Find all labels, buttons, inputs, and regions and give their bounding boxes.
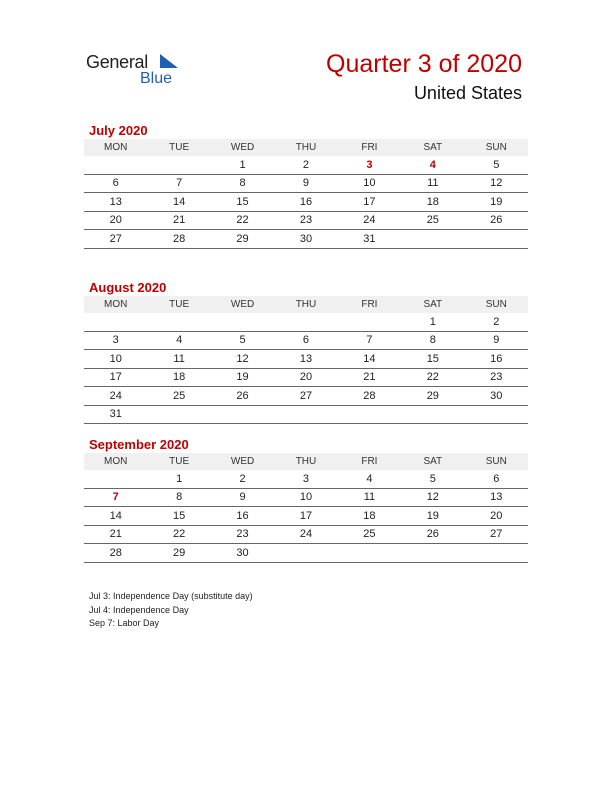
weekday-label: THU: [274, 139, 337, 156]
date-cell: 31: [338, 230, 401, 249]
date-cell: 2: [211, 470, 274, 488]
date-cell: 16: [465, 350, 528, 369]
date-cell: 24: [274, 525, 337, 544]
date-cell: [84, 470, 147, 488]
date-cell: 10: [274, 488, 337, 507]
holiday-date-cell: 4: [401, 156, 464, 174]
date-cell: [84, 156, 147, 174]
month-calendar-table: [84, 139, 528, 249]
date-cell: 2: [465, 313, 528, 331]
week-row: [84, 156, 528, 174]
holiday-note: Jul 3: Independence Day (substitute day): [89, 591, 253, 601]
date-cell: 11: [401, 174, 464, 193]
date-cell: 13: [465, 488, 528, 507]
holiday-date-cell: 7: [84, 488, 147, 507]
week-row: [84, 488, 528, 507]
date-cell: 27: [274, 387, 337, 406]
date-cell: 30: [211, 544, 274, 563]
date-cell: 22: [401, 368, 464, 387]
date-cell: 27: [465, 525, 528, 544]
date-cell: 28: [147, 230, 210, 249]
date-cell: 28: [84, 544, 147, 563]
date-cell: 23: [465, 368, 528, 387]
date-cell: 28: [338, 387, 401, 406]
date-cell: [274, 313, 337, 331]
date-cell: 25: [401, 211, 464, 230]
month-calendar-table: [84, 296, 528, 424]
date-cell: 7: [147, 174, 210, 193]
date-cell: 5: [401, 470, 464, 488]
week-row: [84, 544, 528, 563]
date-cell: 21: [84, 525, 147, 544]
date-cell: 30: [274, 230, 337, 249]
date-cell: [274, 405, 337, 424]
weekday-label: WED: [211, 453, 274, 470]
date-cell: 16: [274, 193, 337, 212]
weekday-label: THU: [274, 453, 337, 470]
weekday-label: WED: [211, 296, 274, 313]
holiday-note: Jul 4: Independence Day: [89, 604, 189, 615]
week-row: [84, 331, 528, 350]
date-cell: 1: [147, 470, 210, 488]
weekday-header-row: [84, 139, 528, 156]
date-cell: 10: [338, 174, 401, 193]
date-cell: [465, 544, 528, 563]
weekday-label: TUE: [147, 453, 210, 470]
date-cell: 26: [465, 211, 528, 230]
date-cell: 15: [147, 507, 210, 526]
week-row: [84, 525, 528, 544]
date-cell: 12: [211, 350, 274, 369]
logo-word-general: General: [86, 52, 148, 72]
date-cell: 1: [211, 156, 274, 174]
weekday-label: MON: [84, 296, 147, 313]
weekday-label: FRI: [338, 139, 401, 156]
date-cell: [84, 313, 147, 331]
date-cell: [465, 230, 528, 249]
logo-word-blue: Blue: [140, 70, 173, 87]
date-cell: [211, 405, 274, 424]
date-cell: 21: [147, 211, 210, 230]
weekday-label: SAT: [401, 296, 464, 313]
date-cell: 22: [211, 211, 274, 230]
week-row: [84, 387, 528, 406]
month-calendar-table: [84, 453, 528, 563]
date-cell: [274, 544, 337, 563]
date-cell: 9: [274, 174, 337, 193]
date-cell: 23: [274, 211, 337, 230]
date-cell: 5: [465, 156, 528, 174]
holiday-date-cell: 3: [338, 156, 401, 174]
date-cell: 20: [84, 211, 147, 230]
date-cell: 25: [147, 387, 210, 406]
weekday-label: TUE: [147, 139, 210, 156]
date-cell: 15: [401, 350, 464, 369]
date-cell: 9: [465, 331, 528, 350]
month-title: August 2020: [89, 280, 167, 295]
date-cell: 17: [274, 507, 337, 526]
weekday-label: FRI: [338, 453, 401, 470]
date-cell: 4: [338, 470, 401, 488]
date-cell: 27: [84, 230, 147, 249]
date-cell: 13: [274, 350, 337, 369]
weekday-label: SUN: [465, 453, 528, 470]
date-cell: 18: [338, 507, 401, 526]
month-title: July 2020: [89, 123, 148, 138]
holiday-notes: [89, 590, 253, 631]
date-cell: 29: [211, 230, 274, 249]
date-cell: 11: [338, 488, 401, 507]
date-cell: 18: [401, 193, 464, 212]
date-cell: 20: [274, 368, 337, 387]
country-name: United States: [413, 83, 522, 103]
weekday-label: SAT: [401, 139, 464, 156]
date-cell: [401, 405, 464, 424]
week-row: [84, 193, 528, 212]
date-cell: [338, 405, 401, 424]
date-cell: 15: [211, 193, 274, 212]
date-cell: 21: [338, 368, 401, 387]
date-cell: [338, 313, 401, 331]
date-cell: 17: [84, 368, 147, 387]
holiday-note: Sep 7: Labor Day: [89, 618, 160, 628]
date-cell: 25: [338, 525, 401, 544]
date-cell: [465, 405, 528, 424]
date-cell: [338, 544, 401, 563]
date-cell: 23: [211, 525, 274, 544]
date-cell: 16: [211, 507, 274, 526]
date-cell: 9: [211, 488, 274, 507]
date-cell: 19: [401, 507, 464, 526]
quarter-title: Quarter 3 of 2020: [326, 50, 522, 78]
date-cell: 6: [465, 470, 528, 488]
date-cell: 11: [147, 350, 210, 369]
date-cell: 22: [147, 525, 210, 544]
date-cell: 5: [211, 331, 274, 350]
week-row: [84, 211, 528, 230]
date-cell: 30: [465, 387, 528, 406]
weekday-label: MON: [84, 453, 147, 470]
date-cell: 24: [338, 211, 401, 230]
weekday-label: TUE: [147, 296, 210, 313]
date-cell: 1: [401, 313, 464, 331]
date-cell: 29: [401, 387, 464, 406]
week-row: [84, 470, 528, 488]
weekday-header-row: [84, 453, 528, 470]
date-cell: 20: [465, 507, 528, 526]
weekday-label: SUN: [465, 139, 528, 156]
month-block-july: [84, 122, 528, 249]
date-cell: 10: [84, 350, 147, 369]
date-cell: [147, 156, 210, 174]
date-cell: 18: [147, 368, 210, 387]
date-cell: 31: [84, 405, 147, 424]
date-cell: 6: [84, 174, 147, 193]
date-cell: 26: [401, 525, 464, 544]
date-cell: 24: [84, 387, 147, 406]
date-cell: 4: [147, 331, 210, 350]
month-block-september: [84, 436, 528, 563]
date-cell: 6: [274, 331, 337, 350]
date-cell: 2: [274, 156, 337, 174]
week-row: [84, 368, 528, 387]
week-row: [84, 405, 528, 424]
date-cell: 14: [84, 507, 147, 526]
date-cell: 8: [401, 331, 464, 350]
weekday-label: SUN: [465, 296, 528, 313]
date-cell: 12: [465, 174, 528, 193]
weekday-label: THU: [274, 296, 337, 313]
date-cell: 29: [147, 544, 210, 563]
date-cell: 8: [147, 488, 210, 507]
month-block-august: [84, 279, 528, 424]
date-cell: 3: [274, 470, 337, 488]
date-cell: 26: [211, 387, 274, 406]
date-cell: 19: [465, 193, 528, 212]
date-cell: 14: [147, 193, 210, 212]
date-cell: [147, 405, 210, 424]
date-cell: 17: [338, 193, 401, 212]
date-cell: [401, 230, 464, 249]
week-row: [84, 230, 528, 249]
logo-triangle-icon: [160, 54, 178, 68]
weekday-label: SAT: [401, 453, 464, 470]
generalblue-logo: [86, 50, 196, 90]
date-cell: [211, 313, 274, 331]
date-cell: [147, 313, 210, 331]
week-row: [84, 507, 528, 526]
month-title: September 2020: [89, 437, 189, 452]
week-row: [84, 174, 528, 193]
date-cell: 12: [401, 488, 464, 507]
date-cell: [401, 544, 464, 563]
weekday-label: MON: [84, 139, 147, 156]
week-row: [84, 313, 528, 331]
date-cell: 7: [338, 331, 401, 350]
date-cell: 13: [84, 193, 147, 212]
date-cell: 8: [211, 174, 274, 193]
weekday-label: FRI: [338, 296, 401, 313]
weekday-header-row: [84, 296, 528, 313]
weekday-label: WED: [211, 139, 274, 156]
date-cell: 19: [211, 368, 274, 387]
date-cell: 14: [338, 350, 401, 369]
week-row: [84, 350, 528, 369]
date-cell: 3: [84, 331, 147, 350]
